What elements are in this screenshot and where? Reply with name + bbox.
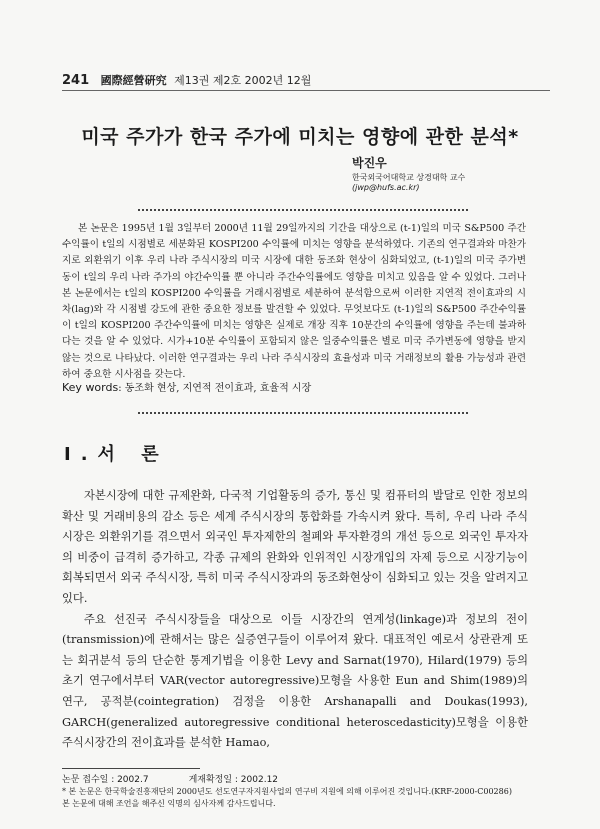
section-heading: Ⅰ.서 론 (64, 444, 169, 465)
journal-name: 國際經營硏究 (100, 74, 167, 87)
page-number: 241 (62, 73, 90, 88)
abstract: 본 논문은 1995년 1월 3일부터 2000년 11월 29일까지의 기간을 대상으로 (t-1)일의 미국 S&P500 주간수익률이 t일의 시점별로 세분화된 KOSPI200 수익률에 미치는 영향을 분석하였다. 기존의 연구결과와 마찬가지로 외환위기 이후 우리 나라 주식시장의 미국 시장에 대한 동조화 현상이 심화되었고, (t-1)일의 미국 주가변동이 t일의 우리 나라 주가의 야간수익률 뿐 아니라 주간수익률에도 영향을 미치고 있음을 알 수 있었다. 그러나 본 논문에서는 t일의 KOSPI200 수익률을 거래시점별로 세분하여 분석함으로써 이러한 지연적 전이효과의 시차(lag)와 각 시점별 강도에 관한 중요한 정보를 발견할 수 있었다. 무엇보다도 (t-1)일의 S&P500 주간수익률이 t일의 KOSPI200 주간수익률에 미치는 영향은 실제로 개장 직후 10분간의 수익률에 영향을 주는데 불과하다는 것을 알 수 있었다. 시가+10분 수익률이 포함되지 않은 일중수익률은 별로 미국 주가변동에 영향을 받지 않는 것으로 나타났다. 이러한 연구결과는 우리 나라 주식시장의 효율성과 미국 거래정보의 활용 가능성과 관련하여 중요한 시사점을 갖는다. (62, 223, 526, 380)
author-name: 박진우 (352, 156, 387, 170)
receipt-dates (62, 772, 278, 785)
footnote-rule (62, 768, 200, 769)
footnote-acknowledgement: 본 논문에 대해 조언을 해주신 익명의 심사자께 감사드립니다. (62, 799, 276, 808)
received-date: 논문 접수일 : 2002.7 (62, 775, 149, 785)
header-rule (62, 90, 550, 91)
footnote-funding: * 본 논문은 한국학술진흥재단의 2000년도 선도연구자지원사업의 연구비 지원에 의해 이루어진 것입니다.(KRF-2000-C00286) (62, 787, 512, 796)
paper-title: 미국 주가가 한국 주가에 미치는 영향에 관한 분석* (81, 126, 519, 148)
running-header (62, 72, 311, 88)
keywords-label: Key words (62, 381, 119, 394)
body-paragraph-2: 주요 선진국 주식시장들을 대상으로 이들 시장간의 연계성(linkage)과 정보의 전이(transmission)에 관해서는 많은 실증연구들이 이루어져 왔다. 대표적인 예로서 상관관계 또는 회귀분석 등의 단순한 통계기법을 이용한 Levy and Sarnat(1970), Hilard(1979) 등의 초기 연구에서부터 VAR(vector autoregressive)모형을 사용한 Eun and Shim(1989)의 연구, 공적분(cointegration) 검정을 이용한 Arshanapalli and Doukas(1993), GARCH(generalized autoregressive conditional heteroscedasticity)모형을 이용한 주식시장간의 전이효과를 분석한 Hamao, (62, 612, 528, 750)
accepted-date: 게재확정일 : 2002.12 (188, 775, 279, 785)
body-text (62, 486, 528, 754)
dotted-divider-bottom (138, 412, 468, 414)
author-email: (jwp@hufs.ac.kr) (352, 183, 420, 192)
body-paragraph-1: 자본시장에 대한 규제완화, 다국적 기업활동의 증가, 통신 및 컴퓨터의 발달로 인한 정보의 확산 및 거래비용의 감소 등은 세계 주식시장의 통합화를 가속시켜 왔다. 특히, 우리 나라 주식시장은 외환위기를 겪으면서 외국인 투자제한의 철폐와 투자환경의 개선 등으로 외국인 투자자의 비중이 급격히 증가하고, 각종 규제의 완화와 인위적인 시장개입의 자제 등으로 시장기능이 회복되면서 외국 주식시장, 특히 미국 주식시장과의 동조화현상이 심화되고 있는 것을 알려지고 있다. (62, 489, 528, 605)
issue-info: 제13권 제2호 2002년 12월 (174, 74, 312, 87)
dotted-divider-top (138, 209, 468, 211)
keywords-text: : 동조화 현상, 지연적 전이효과, 효율적 시장 (118, 383, 312, 394)
keywords (62, 379, 311, 394)
author-affiliation: 한국외국어대학교 상경대학 교수 (352, 173, 466, 182)
